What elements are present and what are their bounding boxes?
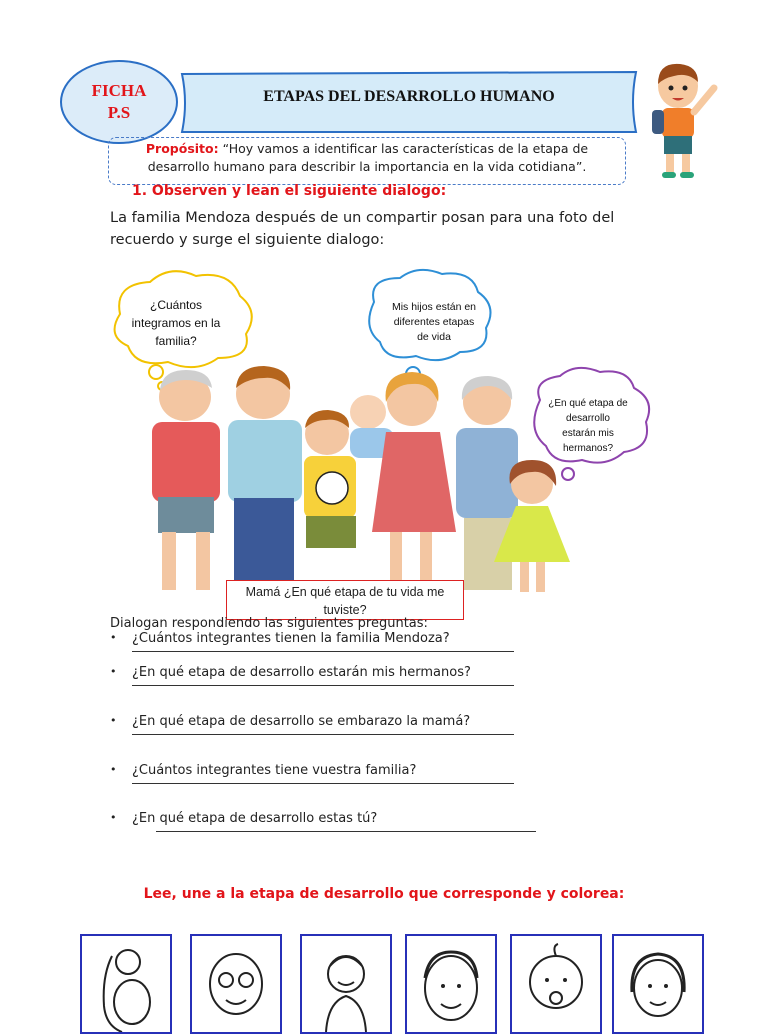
card-young-girl[interactable] xyxy=(612,934,704,1034)
pregnant-woman-icon xyxy=(82,936,170,1032)
bullet-icon: • xyxy=(110,665,117,678)
bullet-icon: • xyxy=(110,714,117,727)
adult-man-icon xyxy=(407,936,495,1032)
child-icon xyxy=(302,936,390,1032)
question-text: ¿Cuántos integrantes tienen la familia Mendoza? xyxy=(132,631,450,646)
card-elderly-man[interactable] xyxy=(190,934,282,1034)
child-callout-box: Mamá ¿En qué etapa de tu vida me tuviste? xyxy=(226,580,464,620)
page-title: ETAPAS DEL DESARROLLO HUMANO xyxy=(263,88,555,105)
answer-line[interactable] xyxy=(132,783,514,784)
purpose-label: Propósito: xyxy=(145,141,219,156)
answer-line[interactable] xyxy=(132,685,514,686)
bullet-icon: • xyxy=(110,763,117,776)
section-1-heading: 1. Observen y lean el siguiente dialogo: xyxy=(132,183,447,199)
boy-mascot-illustration xyxy=(644,58,728,184)
dialog-heading: Dialogan respondiendo las siguientes preguntas: xyxy=(110,616,428,631)
answer-line[interactable] xyxy=(132,734,514,735)
section-2-instruction: Lee, une a la etapa de desarrollo que corresponde y colorea: xyxy=(143,886,625,902)
ficha-code: P.S xyxy=(107,103,131,122)
intro-paragraph: La familia Mendoza después de un compartir posan para una foto del recuerdo y surge el siguiente dialogo: xyxy=(110,210,615,248)
bullet-icon: • xyxy=(110,811,117,824)
girl-speech-bubble: ¿En qué etapa de desarrollo estarán mis hermanos? xyxy=(548,398,628,454)
bullet-icon: • xyxy=(110,631,117,644)
young-girl-icon xyxy=(614,936,702,1032)
grandfather-speech-bubble: ¿Cuántos integramos en la familia? xyxy=(131,298,221,348)
ficha-badge xyxy=(60,60,178,144)
card-baby[interactable] xyxy=(510,934,602,1034)
purpose-box xyxy=(108,137,626,185)
ficha-label: FICHA xyxy=(91,81,147,100)
baby-icon xyxy=(512,936,600,1032)
mother-speech-bubble: Mis hijos están en diferentes etapas de vida xyxy=(391,301,477,343)
card-child[interactable] xyxy=(300,934,392,1034)
purpose-text: “Hoy vamos a identificar las características de la etapa de desarrollo humano para describir la importancia en la vida cotidiana”. xyxy=(147,141,589,174)
elderly-man-icon xyxy=(192,936,280,1032)
card-adult-man[interactable] xyxy=(405,934,497,1034)
question-text: ¿En qué etapa de desarrollo estas tú? xyxy=(132,811,378,826)
answer-line[interactable] xyxy=(132,651,514,652)
question-text: ¿En qué etapa de desarrollo estarán mis hermanos? xyxy=(132,665,471,680)
question-text: ¿Cuántos integrantes tiene vuestra familia? xyxy=(132,763,417,778)
question-text: ¿En qué etapa de desarrollo se embarazo la mamá? xyxy=(132,714,471,729)
card-pregnant-woman[interactable] xyxy=(80,934,172,1034)
answer-line[interactable] xyxy=(156,831,536,832)
